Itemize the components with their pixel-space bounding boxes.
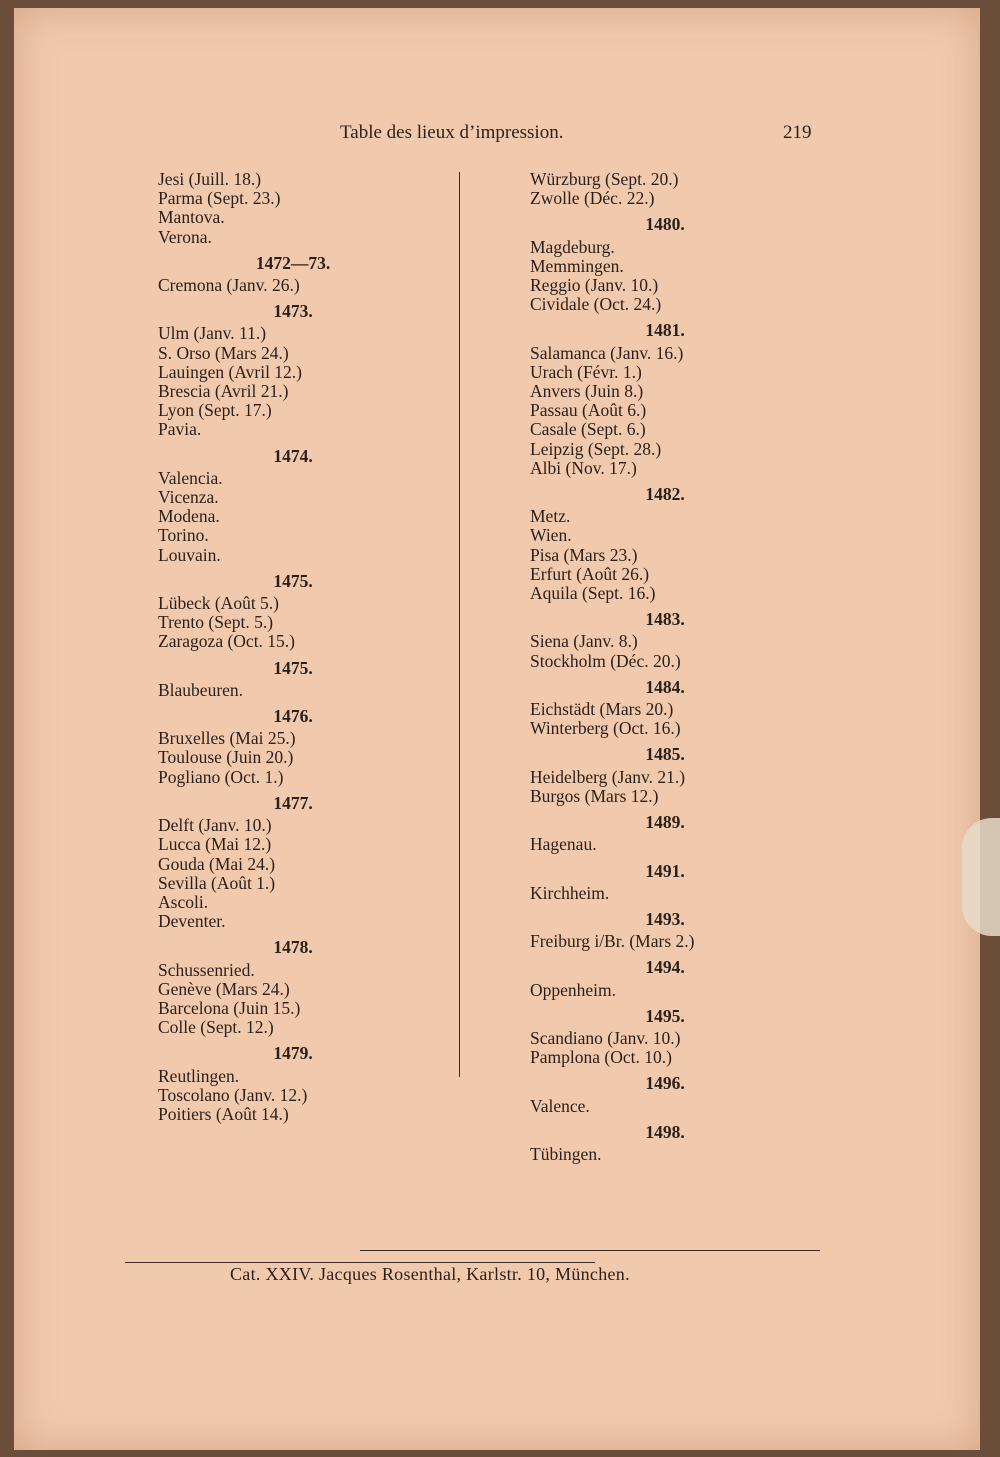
place-entry: Toscolano (Janv. 12.) (158, 1084, 308, 1105)
place-entry: Trento (Sept. 5.) (158, 612, 274, 633)
place-entry: Anvers (Juin 8.) (530, 381, 644, 402)
place-entry: Lauingen (Avril 12.) (158, 361, 303, 382)
place-entry: Scandiano (Janv. 10.) (530, 1027, 681, 1048)
page-number: 219 (783, 122, 812, 143)
place-entry: Colle (Sept. 12.) (158, 1017, 274, 1038)
year-heading: 1484. (645, 676, 685, 697)
column-divider (459, 172, 460, 1077)
place-entry: Lübeck (Août 5.) (158, 593, 280, 614)
place-entry: Bruxelles (Mai 25.) (158, 728, 296, 749)
place-entry: Salamanca (Janv. 16.) (530, 342, 684, 363)
year-heading: 1485. (645, 744, 685, 765)
place-entry: Zwolle (Déc. 22.) (530, 188, 655, 209)
place-entry: Cividale (Oct. 24.) (530, 294, 662, 315)
place-entry: Valencia. (158, 467, 223, 488)
year-heading: 1489. (645, 812, 685, 833)
place-entry: Würzburg (Sept. 20.) (530, 169, 679, 189)
place-entry: Heidelberg (Janv. 21.) (530, 766, 686, 787)
place-entry: Parma (Sept. 23.) (158, 188, 281, 209)
place-entry: Freiburg i/Br. (Mars 2.) (530, 931, 695, 952)
place-entry: Pisa (Mars 23.) (530, 544, 638, 565)
place-entry: Mantova. (158, 207, 225, 228)
year-heading: 1479. (273, 1043, 313, 1064)
place-entry: Ascoli. (158, 891, 209, 912)
year-heading: 1496. (645, 1073, 685, 1094)
place-entry: Modena. (158, 506, 220, 527)
place-entry: Torino. (158, 525, 209, 546)
year-heading: 1472—73. (255, 252, 331, 273)
footer-rule-lower (125, 1262, 595, 1263)
place-entry: Reggio (Janv. 10.) (530, 275, 659, 296)
year-heading: 1482. (645, 484, 685, 505)
year-heading: 1481. (645, 320, 685, 341)
place-entry: Memmingen. (530, 255, 624, 276)
year-heading: 1478. (273, 937, 313, 958)
page-tab-notch (962, 818, 1000, 936)
place-entry: Oppenheim. (530, 979, 617, 1000)
place-entry: Blaubeuren. (158, 679, 244, 700)
place-entry: Cremona (Janv. 26.) (158, 275, 300, 296)
year-heading: 1495. (645, 1005, 685, 1026)
right-column (530, 170, 830, 1164)
place-entry: Pogliano (Oct. 1.) (158, 766, 284, 787)
place-entry: Poitiers (Août 14.) (158, 1103, 289, 1124)
place-entry: Schussenried. (158, 959, 255, 980)
place-entry: Burgos (Mars 12.) (530, 785, 659, 806)
place-entry: Lucca (Mai 12.) (158, 834, 272, 855)
place-entry: Verona. (158, 226, 212, 247)
year-heading: 1491. (645, 860, 685, 881)
place-entry: Stockholm (Déc. 20.) (530, 650, 681, 671)
year-heading: 1476. (273, 706, 313, 727)
year-heading: 1494. (645, 957, 685, 978)
place-entry: Valence. (530, 1095, 590, 1116)
place-entry: Eichstädt (Mars 20.) (530, 699, 674, 720)
place-entry: Tübingen. (530, 1143, 602, 1164)
place-entry: Wien. (530, 525, 572, 546)
place-entry: Pamplona (Oct. 10.) (530, 1047, 672, 1068)
place-entry: Gouda (Mai 24.) (158, 853, 276, 874)
page-footer: Cat. XXIV. Jacques Rosenthal, Karlstr. 10, München. (230, 1264, 630, 1284)
place-entry: Barcelona (Juin 15.) (158, 997, 301, 1018)
place-entry: Deventer. (158, 911, 226, 932)
year-heading: 1477. (273, 792, 313, 813)
place-entry: Metz. (530, 506, 571, 527)
year-heading: 1498. (645, 1121, 685, 1142)
place-entry: Louvain. (158, 544, 221, 565)
page-header-title: Table des lieux d’impression. (340, 122, 564, 143)
place-entry: Winterberg (Oct. 16.) (530, 718, 681, 739)
footer-rule-upper (360, 1250, 820, 1251)
place-entry: Lyon (Sept. 17.) (158, 400, 272, 421)
year-heading: 1475. (273, 657, 313, 678)
place-entry: Passau (Août 6.) (530, 400, 647, 421)
year-heading: 1473. (273, 301, 313, 322)
place-entry: Delft (Janv. 10.) (158, 815, 272, 836)
place-entry: Ulm (Janv. 11.) (158, 323, 267, 344)
place-entry: Jesi (Juill. 18.) (158, 169, 262, 189)
place-entry: Casale (Sept. 6.) (530, 419, 646, 440)
year-heading: 1475. (273, 570, 313, 591)
place-entry: Magdeburg. (530, 236, 615, 257)
place-entry: Brescia (Avril 21.) (158, 381, 289, 402)
place-entry: Kirchheim. (530, 882, 610, 903)
place-entry: Albi (Nov. 17.) (530, 457, 637, 478)
place-entry: Sevilla (Août 1.) (158, 872, 276, 893)
place-entry: Hagenau. (530, 834, 597, 855)
place-entry: Zaragoza (Oct. 15.) (158, 631, 296, 652)
year-heading: 1493. (645, 908, 685, 929)
place-entry: Siena (Janv. 8.) (530, 631, 638, 652)
left-column (158, 170, 458, 1124)
place-entry: Urach (Févr. 1.) (530, 361, 642, 382)
place-entry: Leipzig (Sept. 28.) (530, 438, 662, 459)
place-entry: Vicenza. (158, 487, 219, 508)
place-entry: Genève (Mars 24.) (158, 978, 290, 999)
year-heading: 1483. (645, 609, 685, 630)
place-entry: Pavia. (158, 419, 202, 440)
place-entry: S. Orso (Mars 24.) (158, 342, 289, 363)
year-heading: 1480. (645, 214, 685, 235)
place-entry: Aquila (Sept. 16.) (530, 583, 656, 604)
place-entry: Toulouse (Juin 20.) (158, 747, 294, 768)
place-entry: Erfurt (Août 26.) (530, 563, 650, 584)
place-entry: Reutlingen. (158, 1065, 240, 1086)
year-heading: 1474. (273, 445, 313, 466)
